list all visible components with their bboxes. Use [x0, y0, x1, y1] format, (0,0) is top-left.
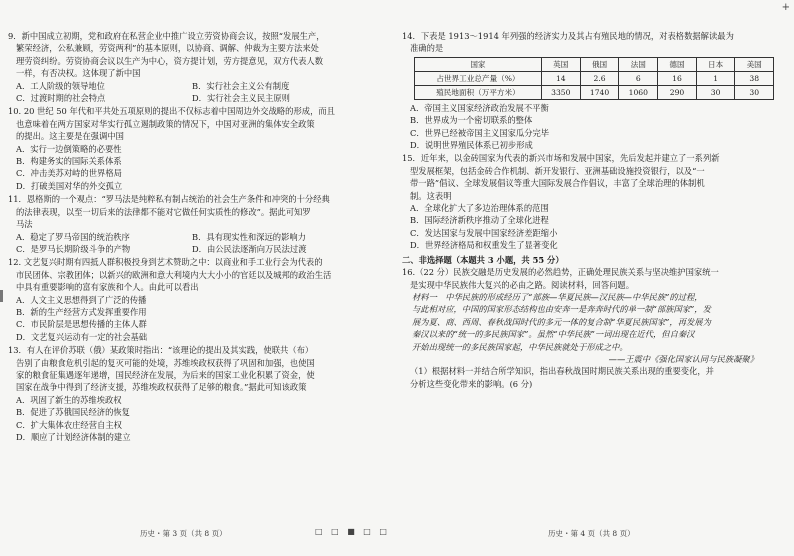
material-one: [402, 291, 774, 353]
option-a[interactable]: A．人文主义思想得到了广泛的传播: [16, 294, 147, 305]
table-header: 德国: [658, 57, 697, 71]
option-d[interactable]: D．文艺复兴运动有一定的社会基础: [16, 331, 148, 342]
stem-line: 制。这表明: [410, 190, 452, 201]
option-c[interactable]: C．发达国家与发展中国家经济差距缩小: [410, 227, 558, 238]
option-c[interactable]: C．市民阶层是思想传播的主体人群: [16, 319, 147, 330]
table-header: 国家: [415, 57, 542, 71]
option-b[interactable]: B．实行社会主义公有制度: [192, 80, 290, 91]
stem-line: 准确的是: [410, 43, 444, 54]
table-header: 日本: [696, 57, 735, 71]
question-16: [402, 266, 774, 390]
stem-line: 马法: [16, 219, 33, 230]
option-b[interactable]: B．世界成为一个密切联系的整体: [410, 115, 533, 126]
table-row: [415, 71, 774, 85]
table-cell: 38: [735, 71, 774, 85]
sub-question: 分析这些变化带来的影响。(6 分): [410, 378, 533, 389]
stem-line: 也意味着在两方国家对华实行孤立遏制政策的情况下，中国对亚洲的集体安全政策: [16, 118, 315, 129]
material-line: 秦汉以来的“统一的多民族国家”。虽然“中华民族”一词出现在近代，但自秦汉: [412, 329, 695, 340]
option-c[interactable]: C．过渡时期的社会特点: [16, 93, 106, 104]
left-column: [8, 30, 368, 444]
option-d[interactable]: D．实行社会主义民主原则: [192, 93, 290, 104]
stem-line: 家的粮食征集遇逐年递增，国民经济在发展，为后来的国家工业化积累了资金，使: [16, 369, 315, 380]
stem-line: 的法律表现，以至一切后来的法律都不能对它做任何实质性的修改”。据此可知罗: [16, 206, 311, 217]
material-line: 与此相对应，中国的国家形态结构也由安奔一是奔奔时代的单一制“部族国家”，发: [412, 304, 711, 315]
table-cell: 1: [696, 71, 735, 85]
page-footer-left: 历史・第 3 页（共 8 页）: [140, 529, 227, 538]
option-d[interactable]: D．顺应了计划经济体制的建立: [16, 432, 131, 442]
right-column: [402, 30, 774, 391]
data-table: [414, 57, 774, 100]
options: [8, 231, 368, 256]
option-b[interactable]: B．具有现实性和深远的影响力: [192, 231, 306, 242]
stem-line: 14．下表是 1913～1914 年列强的经济实力及其占有殖民地的情况，对表格数据解读最为: [402, 31, 734, 41]
material-line: 开始出现统一的多民族国家起，中华民族就处于形成之中。: [412, 341, 628, 352]
table-cell: 1740: [580, 85, 619, 99]
option-a[interactable]: A．全球化扩大了多边治理体系的范围: [410, 203, 549, 214]
section-heading: 二、非选择题（本题共 3 小题，共 55 分）: [402, 254, 564, 265]
table-cell: 16: [658, 71, 697, 85]
option-d[interactable]: D．打破美国对华的外交孤立: [16, 180, 123, 191]
stem-line: 一样，有否决权。这体现了新中国: [16, 68, 141, 79]
page-footer-right: 历史・第 4 页（共 8 页）: [548, 529, 635, 538]
stem-line: 繁荣经济，公私兼顾，劳资两利”的基本原则，以协商、调解、仲裁为主要方法来处: [16, 43, 319, 54]
option-d[interactable]: D．说明世界殖民体系已初步形成: [410, 140, 533, 151]
question-10: [8, 105, 368, 192]
option-a[interactable]: A．工人阶级的领导地位: [16, 80, 105, 91]
table-header: 俄国: [580, 57, 619, 71]
stem-line: 11．恩格斯的一个观点：“罗马法是纯粹私有制占统治的社会生产条件和冲突的十分经典: [8, 194, 330, 205]
stem-line: 带一路”倡议、全球发展倡议等重大国际发展合作倡议，丰富了全球治理的体制机: [410, 178, 705, 189]
material-line: 材料一 中华民族的形成经历了“部族—华夏民族—汉民族—中华民族”的过程，: [412, 291, 703, 302]
center-marks: □ □ ■ □ □: [315, 527, 390, 536]
options: [8, 80, 368, 105]
table-cell: 3350: [541, 85, 580, 99]
table-cell: 290: [658, 85, 697, 99]
stem-line: 的提出。这主要是在强调中国: [16, 131, 124, 142]
material-source: ——王震中《强化国家认同与民族凝聚》: [608, 353, 758, 364]
option-a[interactable]: A．稳定了罗马帝国的统治秩序: [16, 231, 130, 242]
table-cell: 30: [696, 85, 735, 99]
binding-mark: [0, 290, 3, 302]
corner-mark: +: [781, 2, 790, 13]
question-stem: [8, 30, 368, 80]
stem-line: 国家在战争中得到了经济支援，苏维埃政权获得了足够的粮食。”据此可知该政策: [16, 382, 307, 393]
question-14: [402, 30, 774, 151]
table-cell: 6: [619, 71, 658, 85]
table-cell: 1060: [619, 85, 658, 99]
option-d[interactable]: D．由公民法逐渐向万民法过渡: [192, 243, 307, 254]
sub-question: （1）根据材料一并结合所学知识，指出春秋战国时期民族关系出现的重要变化，并: [410, 366, 714, 377]
material-line: 展为夏、商、西周、春秋战国时代的多元一体的复合制“华夏民族国家”，再发展为: [412, 316, 711, 327]
option-c[interactable]: C．是罗马长期阶级斗争的产物: [16, 243, 131, 254]
option-a[interactable]: A．巩固了新生的苏维埃政权: [16, 394, 122, 405]
table-row: [415, 85, 774, 99]
stem-line: 市民团体、宗教团体；以新兴的欧洲和意大利境内大大小小的官廷以及城邦的政治生活: [16, 269, 332, 280]
table-header: 英国: [541, 57, 580, 71]
table-cell: 14: [541, 71, 580, 85]
stem-line: 12. 文艺复兴时期有四抵人群积极投身到艺术赞助之中：以商业和手工业行会为代表的: [8, 257, 323, 268]
question-13: [8, 344, 368, 443]
table-header-row: [415, 57, 774, 71]
table-cell: 占世界工业总产量（%）: [415, 71, 542, 85]
stem-line: 13．有人在评价苏联（俄）某政策时指出：“该理论的提出及其实践，使联共（布）: [8, 345, 314, 356]
option-d[interactable]: D．世界经济格局和权重发生了显著变化: [410, 240, 558, 251]
option-b[interactable]: B．促进了苏俄国民经济的恢复: [16, 407, 130, 418]
table-cell: 2.6: [580, 71, 619, 85]
stem-line: 型发展框架，包括金砖合作机制、新开发银行、亚洲基础设施投资银行，以及“一: [410, 165, 705, 176]
table-cell: 30: [735, 85, 774, 99]
table-header: 美国: [735, 57, 774, 71]
stem-line: 15．近年来，以金砖国家为代表的新兴市场和发展中国家，先后发起并建立了一系列新: [402, 153, 720, 164]
stem-line: 告别了由粮食危机引起的复灭可能的处境，苏维埃政权获得了巩固和加强，也使国: [16, 357, 315, 368]
stem-line: 10. 20 世纪 50 年代和平共处五项原则的提出不仅标志着中国周边外交战略的形成，而且: [8, 106, 335, 117]
table-cell: 殖民地面积（万平方米）: [415, 85, 542, 99]
option-a[interactable]: A．帝国主义国家经济政治发展不平衡: [410, 102, 549, 113]
option-c[interactable]: C．世界已经被帝国主义国家瓜分完毕: [410, 127, 550, 138]
option-b[interactable]: B．构建务实的国际关系体系: [16, 156, 122, 167]
option-a[interactable]: A．实行一边倒策略的必要性: [16, 143, 122, 154]
stem-line: 中具有重要影响的富有家族和个人。由此可以看出: [16, 282, 199, 293]
stem-line: 16.（22 分）民族交融是历史发展的必然趋势，正确处理民族关系与坚决维护国家统一: [402, 267, 719, 278]
option-c[interactable]: C．冲击美苏对峙的世界格局: [16, 168, 122, 179]
question-11: [8, 193, 368, 255]
question-12: [8, 256, 368, 343]
question-9: [8, 30, 368, 104]
table-header: 法国: [619, 57, 658, 71]
option-b[interactable]: B．新的生产经营方式发挥重要作用: [16, 306, 147, 317]
option-c[interactable]: C．扩大集体农庄经营自主权: [16, 419, 122, 430]
option-b[interactable]: B．国际经济新秩序推动了全球化进程: [410, 215, 549, 226]
question-15: [402, 152, 774, 251]
stem-line: 理劳资纠纷。劳资协商会议以生产为中心，资方提计划，劳方提意见，双方代表人数: [16, 55, 323, 66]
stem-line: 是实现中华民族伟大复兴的必由之路。阅读材料，回答问题。: [410, 279, 635, 290]
stem-line: 9．新中国成立初期，党和政府在私营企业中推广设立劳资协商会议，按照“发展生产，: [8, 31, 325, 41]
